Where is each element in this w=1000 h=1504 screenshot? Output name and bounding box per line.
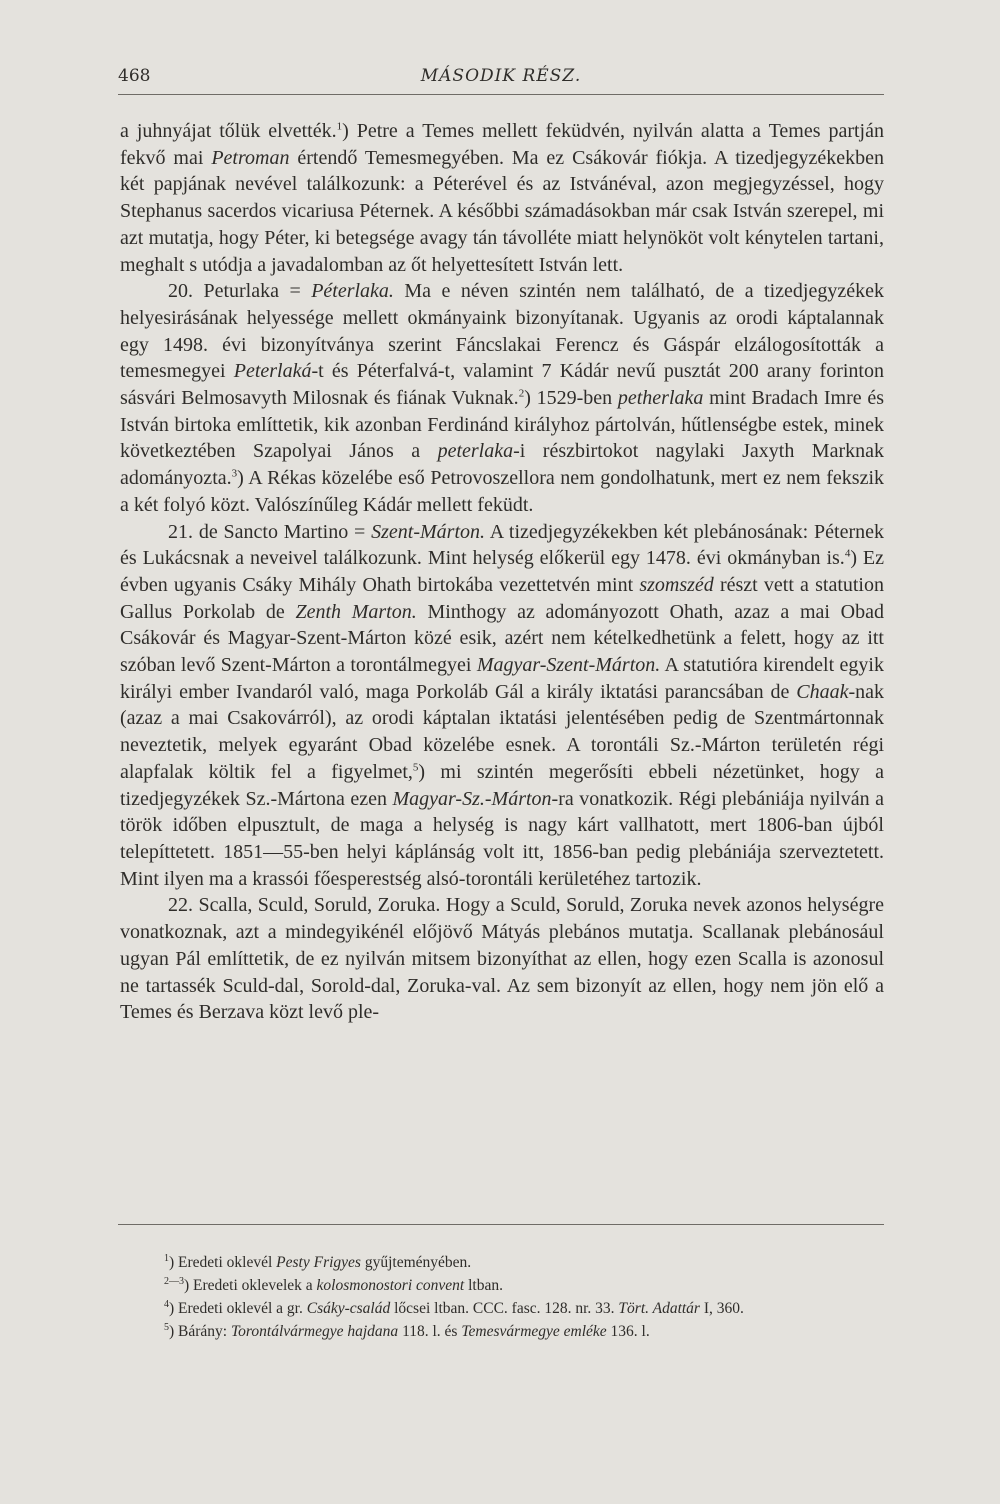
paragraph-22-scalla — [120, 892, 884, 1026]
text-run: 136. l. — [606, 1323, 650, 1340]
italic-term: kolosmonostori convent — [316, 1277, 465, 1294]
text-run: ) A Rékas közelébe eső Petrovoszellora nem gondolhatunk, mert ez nem fekszik a két folyó közt. Valószínűleg Kádár mellett feküdt. — [120, 467, 884, 516]
text-run: -t és Péterfalvá-t, valamint 7 Kádár nevű pusztát 200 arany forinton sásvári Belmosavyth Milosnak és fiának Vuknak. — [120, 360, 884, 410]
paragraph-20-peturlaka — [120, 278, 884, 518]
footnote-mark: 2—3 — [164, 1275, 184, 1287]
text-run: A statutióra kirendelt egyik királyi ember Ivandaról való, maga Porkoláb Gál a király iktatási parancsában de — [120, 654, 884, 703]
footnote-mark: 1 — [164, 1252, 169, 1264]
paragraph-21-szent-marton — [120, 519, 884, 893]
text-run: ) Bárány: — [169, 1323, 231, 1340]
italic-term: Magyar-Szent-Márton. — [476, 654, 661, 677]
italic-term: Péterlaka. — [311, 280, 394, 303]
text-run: ltban. — [464, 1277, 503, 1294]
italic-term: Zenth Marton. — [295, 600, 417, 623]
text-run: 21. de Sancto Martino = — [168, 520, 372, 543]
text-run: ) Petre a Temes mellett feküdvén, nyilván alatta a Temes partján fekvő mai — [120, 120, 884, 169]
footnote-mark: 5 — [164, 1321, 169, 1333]
italic-term: Szent-Márton. — [371, 520, 486, 543]
italic-term: Petroman — [211, 146, 290, 169]
text-run: lőcsei ltban. CCC. fasc. 128. nr. 33. — [390, 1300, 619, 1317]
text-run: I, 360. — [699, 1300, 744, 1317]
text-run: Minthogy az adományozott Ohath, azaz a mai Obad Csákovár és Magyar-Szent-Márton közé esik, azért nem kételkedhetünk a felett, hogy az itt szóban levő Szent-Márton a torontálmegyei — [120, 600, 885, 677]
text-run: -nak (azaz a mai Csakovárról), az orodi káptalan iktatási jelentésében pedig de Szentmártonnak neveztetik, melyek egyaránt Obad közelébe esnek. A torontáli Sz.-Márton területén régi alapfalak költik fel a figyelmet, — [120, 680, 884, 783]
italic-term: Magyar-Sz.-Márton — [392, 787, 552, 810]
text-run: ) 1529-ben — [524, 387, 618, 410]
text-run: részt vett a statution Gallus Porkolab de — [120, 573, 884, 623]
text-run: -ra vonatkozik. Régi plebániája nyilván a török időben elpusztult, de maga a helység is nagy kárt vallhatott, mert 1806-ban újból telepíttetett. 1851—55-ben helyi káplánság volt itt, 1856-ban pedig plebániája szerveztetett. Mint ilyen ma a krassói főesperestség alsó-torontáli kerületéhez tartozik. — [120, 787, 884, 890]
text-run: a juhnyájat tőlük elvették. — [120, 120, 337, 142]
footnote-ref: 3 — [231, 467, 238, 480]
text-run: ) Eredeti oklevelek a — [184, 1277, 317, 1294]
italic-term: Temesvármegye emléke — [461, 1323, 607, 1340]
italic-term: Pesty Frigyes — [276, 1254, 361, 1271]
italic-term: Tört. Adattár — [618, 1300, 700, 1317]
text-run: ) Eredeti oklevél — [169, 1254, 277, 1271]
page-header — [118, 60, 884, 95]
footnotes — [120, 1252, 884, 1344]
footnote-1 — [120, 1252, 884, 1273]
page-number: 468 — [118, 66, 151, 86]
footnote-ref: 5 — [412, 761, 419, 774]
italic-term: Torontálvármegye hajdana — [230, 1323, 399, 1340]
text-run: Ma e néven szintén nem található, de a tizedjegyzékek helyesirásának helyessége mellett okmányaink bizonyítanak. Ugyanis az orodi káptalannak egy 1498. évi bizonyítványa szerint Fáncslakai Ferencz és Gáspár elzálogosították a temesmegyei — [120, 280, 884, 383]
text-run: 118. l. és — [398, 1323, 462, 1340]
text-run: gyűjteményében. — [360, 1254, 472, 1271]
footnote-ref: 2 — [518, 387, 525, 400]
paragraph-petre — [120, 118, 884, 278]
text-run: -i részbirtokot nagylaki Jaxyth Marknak adományozta. — [120, 440, 884, 490]
footnote-ref: 4 — [844, 547, 851, 560]
italic-term: Chaak — [796, 680, 849, 703]
footnote-2-3 — [120, 1275, 884, 1296]
footnote-mark: 4 — [164, 1298, 169, 1310]
text-run: A tizedjegyzékekben két plebánosának: Péternek és Lukácsnak a neveivel találkozunk. Mint helység előkerül egy 1478. évi okmányban is. — [120, 520, 884, 570]
text-run: ) Ez évben ugyanis Csáky Mihály Ohath birtokába vezettetvén mint — [120, 547, 884, 596]
text-run: ) mi szintén megerősíti ebbeli nézetünket, hogy a tizedjegyzékek Sz.-Mártona ezen — [120, 760, 885, 810]
text-run: értendő Temesmegyében. Ma ez Csákovár fiókja. A tizedjegyzékekben két papjának nevével találkozunk: a Péterével és az Istvánéval, azon megjegyzéssel, hogy Stephanus sacerdos vicariusa Péternek. A későbbi számadásokban már csak István szerepel, mi azt mutatja, hogy Péter, ki betegsége avagy tán távolléte miatt helynököt volt kénytelen tartani, meghalt s utódja a javadalomban az őt helyettesített István lett. — [120, 146, 885, 276]
main-text — [120, 118, 884, 1026]
footnote-5 — [120, 1321, 884, 1342]
text-run: ) Eredeti oklevél a gr. — [169, 1300, 307, 1317]
italic-term: Csáky-család — [306, 1300, 391, 1317]
italic-term: szomszéd — [639, 573, 714, 596]
italic-term: petherlaka — [617, 387, 704, 410]
footnote-divider — [118, 1224, 884, 1225]
italic-term: Peterlaká — [233, 360, 312, 383]
running-title: MÁSODIK RÉSZ. — [420, 66, 582, 86]
italic-term: peterlaka — [437, 440, 514, 463]
footnote-4 — [120, 1298, 884, 1319]
text-run: 20. Peturlaka = — [168, 280, 312, 303]
footnote-ref: 1 — [336, 120, 343, 133]
text-run: mint Bradach Imre és István birtoka említtetik, kik azonban Ferdinánd királyhoz pártolván, hűtlenségbe estek, minek következtében Szapolyai János a — [120, 387, 885, 463]
text-run: 22. Scalla, Sculd, Soruld, Zoruka. Hogy a Sculd, Soruld, Zoruka nevek azonos helységre vonatkoznak, azt a mindegyikénél előjövő Mátyás plebános mutatja. Scallanak plebánosául ugyan Pál említtetik, de ez nyilván mitsem bizonyíthat az ellen, hogy ezen Scalla is azonosul ne tartassék Sculd-dal, Sorold-dal, Zoruka-val. Az sem bizonyít az ellen, hogy nem jön elő a Temes és Berzava közt levő ple- — [120, 894, 884, 1024]
